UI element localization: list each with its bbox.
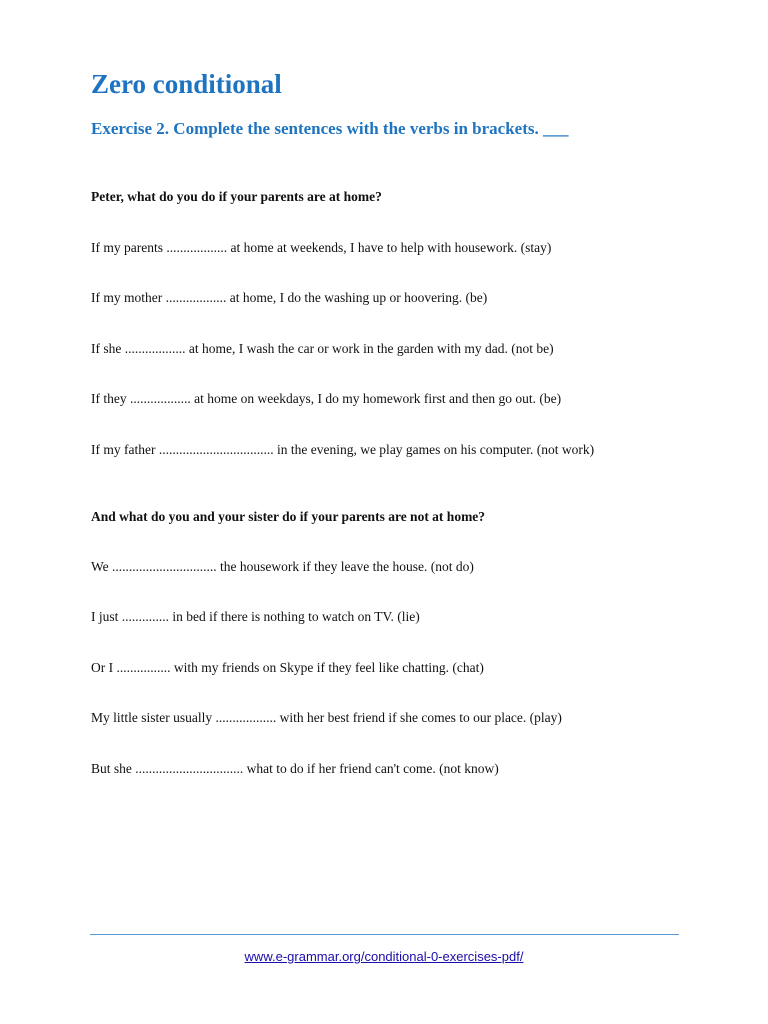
sentence-2: If my mother .................. at home, I do the washing up or hoovering. (be) bbox=[91, 290, 488, 305]
sentence-7: I just .............. in bed if there is nothing to watch on TV. (lie) bbox=[91, 609, 420, 624]
sentence-6: We ............................... the housework if they leave the house. (not do) bbox=[91, 559, 474, 574]
sentence-10: But she ................................ what to do if her friend can't come. (not know) bbox=[91, 761, 499, 776]
footer-link[interactable]: www.e-grammar.org/conditional-0-exercises-pdf/ bbox=[244, 949, 524, 964]
sentence-3: If she .................. at home, I wash the car or work in the garden with my dad. (not be) bbox=[91, 341, 554, 356]
page-title: Zero conditional bbox=[91, 69, 282, 99]
sentence-4: If they .................. at home on weekdays, I do my homework first and then go out. (be) bbox=[91, 391, 562, 406]
sentence-9: My little sister usually .................. with her best friend if she comes to our place. (play) bbox=[91, 710, 562, 725]
sentence-5: If my father .................................. in the evening, we play games on his computer. (not work) bbox=[91, 442, 595, 457]
exercise-heading: Exercise 2. Complete the sentences with the verbs in brackets. ___ bbox=[91, 119, 569, 138]
section1-question: Peter, what do you do if your parents are at home? bbox=[91, 189, 382, 204]
footer-divider bbox=[90, 934, 679, 935]
sentence-8: Or I ................ with my friends on Skype if they feel like chatting. (chat) bbox=[91, 660, 484, 675]
sentence-1: If my parents .................. at home at weekends, I have to help with housework. (stay) bbox=[91, 240, 552, 255]
section2-question: And what do you and your sister do if your parents are not at home? bbox=[91, 509, 486, 524]
